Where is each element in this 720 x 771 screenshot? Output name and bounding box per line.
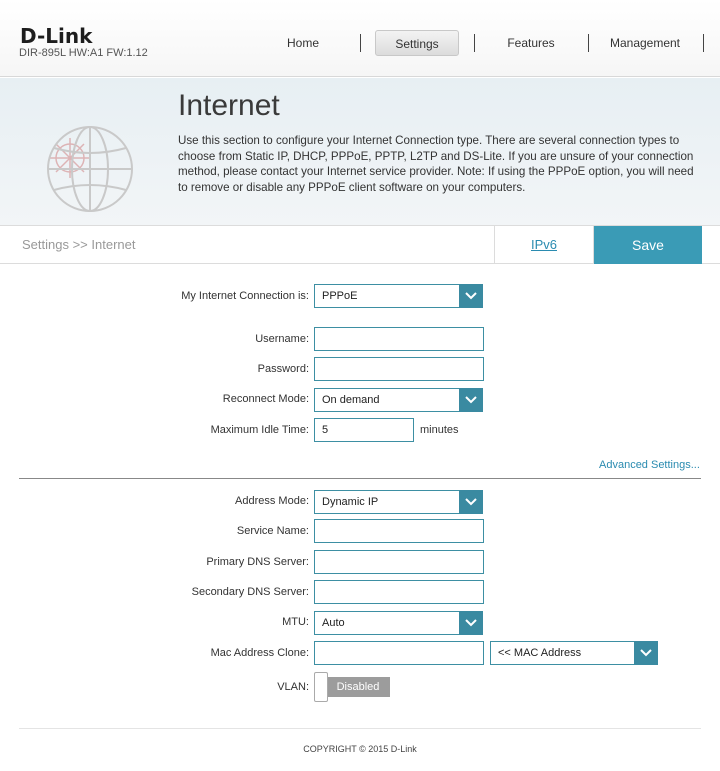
- top-header: [0, 0, 720, 77]
- idle-time-field[interactable]: 5: [314, 418, 414, 442]
- chevron-down-icon: [459, 490, 483, 514]
- nav-settings[interactable]: Settings: [375, 30, 459, 56]
- globe-icon: [45, 124, 135, 214]
- mac-address-select[interactable]: [490, 641, 658, 665]
- idle-time-label: Maximum Idle Time:: [210, 424, 309, 436]
- page-description: Use this section to configure your Internet Connection type. There are several connection types to choose from Static IP, DHCP, PPPoE, PPTP, L2TP and DS-Lite. If you are unsure of your connection method, please contact your Internet service provider. Note: If using the PPPoE option, you will need to remove or disable any PPPoE client software on your computers.: [178, 134, 694, 194]
- chevron-down-icon: [459, 284, 483, 308]
- chevron-down-icon: [459, 611, 483, 635]
- page-title: Internet: [178, 89, 280, 122]
- page-banner: [0, 78, 720, 226]
- nav-separator: [360, 34, 361, 52]
- address-mode-select[interactable]: [314, 490, 483, 514]
- model-info: DIR-895L HW:A1 FW:1.12: [19, 47, 148, 59]
- username-label: Username:: [255, 333, 309, 345]
- nav-features[interactable]: Features: [507, 36, 555, 50]
- connection-type-label: My Internet Connection is:: [181, 290, 309, 302]
- chevron-down-icon: [634, 641, 658, 665]
- ipv6-link[interactable]: IPv6: [494, 226, 594, 264]
- mac-clone-label: Mac Address Clone:: [210, 647, 309, 659]
- primary-dns-label: Primary DNS Server:: [206, 556, 309, 568]
- service-name-field[interactable]: [314, 519, 484, 543]
- reconnect-mode-value: On demand: [322, 394, 380, 406]
- mtu-label: MTU:: [282, 616, 309, 628]
- idle-time-unit: minutes: [420, 424, 459, 436]
- breadcrumb-bar: [0, 226, 720, 264]
- breadcrumb: Settings >> Internet: [22, 237, 136, 252]
- copyright-text: COPYRIGHT © 2015 D-Link: [303, 744, 417, 754]
- reconnect-mode-label: Reconnect Mode:: [222, 393, 309, 405]
- password-field[interactable]: [314, 357, 484, 381]
- section-divider: [19, 478, 701, 479]
- vlan-label: VLAN:: [277, 681, 309, 693]
- vlan-toggle-handle[interactable]: [314, 672, 328, 702]
- primary-dns-field[interactable]: [314, 550, 484, 574]
- username-field[interactable]: [314, 327, 484, 351]
- mtu-value: Auto: [322, 617, 345, 629]
- secondary-dns-label: Secondary DNS Server:: [191, 586, 309, 598]
- connection-type-value: PPPoE: [322, 290, 358, 302]
- dlink-logo: D-Link: [20, 24, 93, 48]
- vlan-toggle-state[interactable]: Disabled: [326, 677, 390, 697]
- nav-separator: [588, 34, 589, 52]
- reconnect-mode-select[interactable]: [314, 388, 483, 412]
- nav-management[interactable]: Management: [609, 36, 681, 50]
- connection-type-select[interactable]: [314, 284, 483, 308]
- nav-separator: [474, 34, 475, 52]
- mac-clone-field[interactable]: [314, 641, 484, 665]
- mac-address-select-value: << MAC Address: [498, 647, 582, 659]
- address-mode-label: Address Mode:: [235, 495, 309, 507]
- nav-separator: [703, 34, 704, 52]
- advanced-settings-link[interactable]: Advanced Settings...: [599, 459, 700, 471]
- password-label: Password:: [257, 363, 309, 375]
- nav-home[interactable]: Home: [286, 36, 319, 50]
- footer-divider: [19, 728, 701, 729]
- chevron-down-icon: [459, 388, 483, 412]
- save-button[interactable]: Save: [594, 226, 702, 264]
- secondary-dns-field[interactable]: [314, 580, 484, 604]
- address-mode-value: Dynamic IP: [322, 496, 379, 508]
- mtu-select[interactable]: [314, 611, 483, 635]
- service-name-label: Service Name:: [236, 525, 309, 537]
